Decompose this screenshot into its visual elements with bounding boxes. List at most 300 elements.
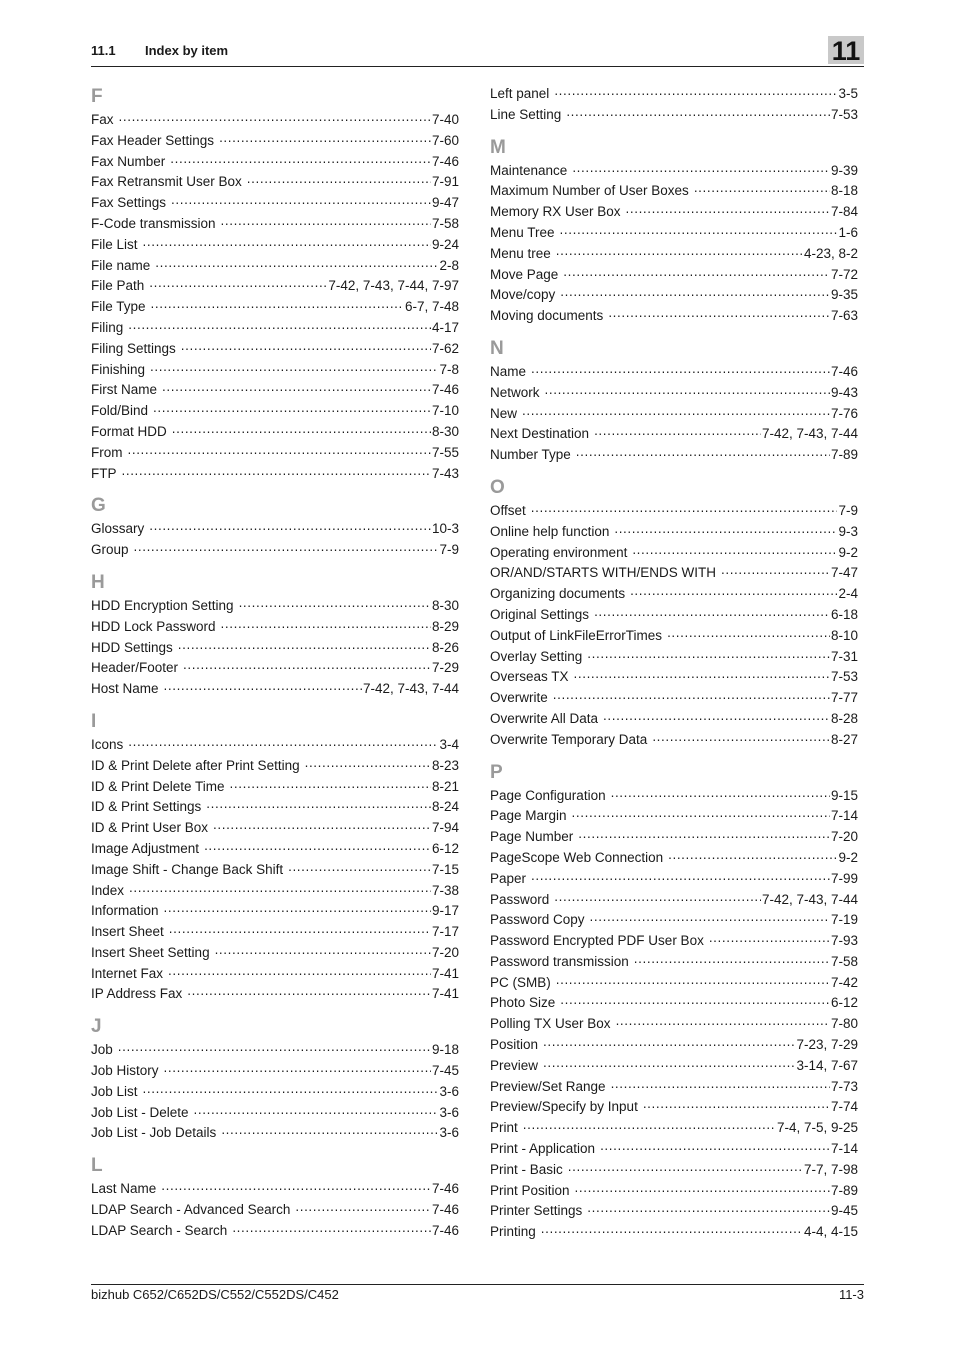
index-term: Photo Size [490, 995, 556, 1011]
index-entry [91, 797, 459, 818]
dot-leader [169, 922, 431, 936]
dot-leader [181, 339, 431, 353]
index-term: Password Encrypted PDF User Box [490, 933, 704, 949]
index-page-reference: 3-4 [439, 736, 459, 752]
index-entry [490, 1160, 858, 1181]
index-page-reference: 2-8 [439, 257, 459, 273]
index-page-reference: 8-30 [431, 597, 459, 613]
index-entry [490, 1181, 858, 1202]
index-page-reference: 7-46 [431, 1222, 459, 1238]
index-entry [490, 563, 858, 584]
index-term: HDD Lock Password [91, 618, 216, 634]
index-page-reference: 3-14, 7-67 [796, 1057, 858, 1073]
index-entry [490, 223, 858, 244]
index-term: Password Copy [490, 912, 585, 928]
dot-leader [221, 617, 431, 631]
index-page-reference: 8-26 [431, 639, 459, 655]
index-page-reference: 7-73 [830, 1078, 858, 1094]
index-entry [490, 424, 858, 445]
dot-leader [608, 306, 830, 320]
dot-leader [643, 1097, 830, 1111]
index-entry [91, 276, 459, 297]
dot-leader [575, 1181, 830, 1195]
dot-leader [219, 131, 431, 145]
dot-leader [164, 679, 362, 693]
index-entry [91, 1061, 459, 1082]
index-entry [490, 869, 858, 890]
dot-leader [129, 881, 431, 895]
index-page-reference: 7-41 [431, 965, 459, 981]
index-term: Password [490, 891, 550, 907]
index-term: Menu tree [490, 245, 551, 261]
index-entry [490, 931, 858, 952]
index-page-reference: 9-43 [830, 384, 858, 400]
index-term: Fax Settings [91, 195, 167, 211]
section-title: Index by item [145, 43, 229, 58]
index-page-reference: 9-24 [431, 236, 459, 252]
section-number: 11.1 [91, 43, 116, 58]
index-term: Memory RX User Box [490, 204, 621, 220]
index-term: Print Position [490, 1182, 570, 1198]
index-entry [91, 658, 459, 679]
dot-leader [119, 110, 431, 124]
dot-leader [523, 1118, 776, 1132]
index-term: Position [490, 1037, 539, 1053]
index-entry [490, 806, 858, 827]
index-term: Host Name [91, 681, 159, 697]
index-letter-heading: L [91, 1155, 103, 1177]
dot-leader [543, 1035, 795, 1049]
index-term: Preview/Specify by Input [490, 1099, 638, 1115]
dot-leader [554, 890, 761, 904]
index-page-reference: 7-89 [830, 447, 858, 463]
index-term: Page Number [490, 829, 574, 845]
index-entry [91, 984, 459, 1005]
index-page-reference: 7-41 [431, 986, 459, 1002]
index-term: Overlay Setting [490, 648, 583, 664]
index-term: ID & Print User Box [91, 820, 209, 836]
index-entry [490, 1077, 858, 1098]
index-entry [91, 1082, 459, 1103]
dot-leader [149, 276, 327, 290]
index-entry [490, 952, 858, 973]
index-entry [91, 1200, 459, 1221]
dot-leader [128, 318, 431, 332]
dot-leader [611, 1077, 830, 1091]
index-page-reference: 1-6 [838, 224, 858, 240]
index-letter-heading: O [490, 476, 505, 498]
dot-leader [572, 806, 830, 820]
dot-leader [668, 848, 837, 862]
dot-leader [206, 797, 431, 811]
index-term: IP Address Fax [91, 986, 183, 1002]
index-entry [91, 464, 459, 485]
index-term: Information [91, 903, 159, 919]
index-term: Insert Sheet Setting [91, 944, 210, 960]
dot-leader [578, 827, 830, 841]
index-entry [490, 910, 858, 931]
index-entry [490, 1118, 858, 1139]
dot-leader [566, 105, 830, 119]
index-entry [91, 964, 459, 985]
index-term: Maintenance [490, 162, 568, 178]
index-entry [490, 522, 858, 543]
index-entry [490, 383, 858, 404]
index-entry [490, 626, 858, 647]
index-page-reference: 7-84 [830, 204, 858, 220]
dot-leader [522, 404, 830, 418]
index-page-reference: 7-46 [431, 1202, 459, 1218]
index-term: Group [91, 542, 129, 558]
dot-leader [232, 1221, 431, 1235]
index-page-reference: 7-20 [431, 944, 459, 960]
index-entry [490, 1097, 858, 1118]
index-column-right [490, 84, 858, 1243]
index-page-reference: 7-58 [830, 953, 858, 969]
dot-leader [187, 984, 431, 998]
index-term: Header/Footer [91, 660, 179, 676]
index-term: Move Page [490, 266, 559, 282]
dot-leader [563, 265, 830, 279]
chapter-number-badge: 11 [828, 36, 864, 64]
index-term: Glossary [91, 521, 145, 537]
dot-leader [164, 1061, 431, 1075]
dot-leader [560, 223, 838, 237]
dot-leader [587, 647, 830, 661]
index-page-reference: 9-17 [431, 903, 459, 919]
index-term: Output of LinkFileErrorTimes [490, 627, 663, 643]
index-entry [490, 647, 858, 668]
index-page-reference: 7-53 [830, 669, 858, 685]
index-page-reference: 7-15 [431, 861, 459, 877]
index-page-reference: 7-43 [431, 465, 459, 481]
index-entry [490, 265, 858, 286]
dot-leader [172, 422, 431, 436]
index-page-reference: 7-74 [830, 1099, 858, 1115]
dot-leader [531, 869, 830, 883]
index-entry [91, 519, 459, 540]
index-page-reference: 7-7, 7-98 [803, 1161, 858, 1177]
index-term: ID & Print Delete after Print Setting [91, 757, 300, 773]
index-entry [490, 730, 858, 751]
index-entry [490, 445, 858, 466]
index-entry [91, 380, 459, 401]
dot-leader [134, 540, 439, 554]
index-entry [490, 404, 858, 425]
dot-leader [155, 256, 438, 270]
index-term: HDD Settings [91, 639, 173, 655]
index-term: Fax Header Settings [91, 132, 215, 148]
index-entry [91, 401, 459, 422]
dot-leader [178, 638, 431, 652]
dot-leader [164, 901, 431, 915]
dot-leader [694, 181, 830, 195]
index-page-reference: 7-40 [431, 112, 459, 127]
dot-leader [247, 172, 431, 186]
index-page-reference: 3-6 [439, 1125, 459, 1141]
index-entry [91, 540, 459, 561]
index-entry [490, 848, 858, 869]
index-page-reference: 7-76 [830, 405, 858, 421]
index-entry [91, 679, 459, 700]
index-term: Left panel [490, 86, 550, 101]
index-term: Fax Number [91, 153, 166, 169]
dot-leader [194, 1103, 439, 1117]
index-term: HDD Encryption Setting [91, 597, 234, 613]
index-term: Last Name [91, 1181, 157, 1197]
index-letter-heading: I [91, 710, 97, 732]
index-entry [91, 1103, 459, 1124]
dot-leader [305, 756, 431, 770]
index-page-reference: 7-4, 7-5, 9-25 [776, 1120, 858, 1136]
dot-leader [556, 244, 803, 258]
index-entry [490, 827, 858, 848]
index-page-reference: 4-23, 8-2 [803, 245, 858, 261]
index-entry [91, 422, 459, 443]
index-term: Name [490, 363, 527, 379]
index-page-reference: 7-14 [830, 808, 858, 824]
index-entry [91, 818, 459, 839]
index-term: Online help function [490, 523, 610, 539]
index-term: Menu Tree [490, 224, 555, 240]
index-term: FTP [91, 465, 117, 481]
index-term: Overseas TX [490, 669, 569, 685]
index-letter-heading: G [91, 495, 106, 517]
index-page-reference: 7-80 [830, 1016, 858, 1032]
index-term: Organizing documents [490, 586, 626, 602]
index-term: Image Shift - Change Back Shift [91, 861, 284, 877]
dot-leader [288, 860, 431, 874]
index-letter-heading: J [91, 1016, 102, 1038]
index-term: Printer Settings [490, 1203, 583, 1219]
index-entry [91, 152, 459, 173]
dot-leader [230, 777, 431, 791]
index-letter-heading: P [490, 761, 503, 783]
index-page-reference: 7-58 [431, 215, 459, 231]
index-entry [490, 993, 858, 1014]
index-entry [91, 131, 459, 152]
index-term: Fax Retransmit User Box [91, 174, 242, 190]
index-term: File Path [91, 278, 145, 294]
dot-leader [128, 443, 431, 457]
dot-leader [161, 1179, 431, 1193]
index-page-reference: 3-6 [439, 1104, 459, 1120]
index-term: Print - Application [490, 1141, 596, 1157]
index-page-reference: 7-46 [431, 153, 459, 169]
index-entry [490, 1056, 858, 1077]
index-entry [91, 596, 459, 617]
index-term: Password transmission [490, 953, 629, 969]
index-page-reference: 7-46 [431, 1181, 459, 1197]
dot-leader [118, 1040, 431, 1054]
index-term: ID & Print Settings [91, 799, 202, 815]
index-term: New [490, 405, 518, 421]
index-page-reference: 7-53 [830, 106, 858, 122]
index-entry [91, 318, 459, 339]
index-page-reference: 2-4 [838, 586, 858, 602]
index-entry [490, 244, 858, 265]
index-entry [91, 1123, 459, 1144]
index-term: Icons [91, 736, 124, 752]
dot-leader [171, 193, 431, 207]
index-term: File List [91, 236, 138, 252]
dot-leader [587, 1201, 830, 1215]
index-page-reference: 7-94 [431, 820, 459, 836]
index-page-reference: 7-29 [431, 660, 459, 676]
index-letter-heading: M [490, 136, 506, 158]
dot-leader [611, 786, 830, 800]
index-entry [91, 172, 459, 193]
index-page-reference: 6-7, 7-48 [404, 299, 459, 315]
index-term: Format HDD [91, 423, 167, 439]
index-term: First Name [91, 382, 158, 398]
index-entry [490, 605, 858, 626]
index-page-reference: 9-39 [830, 162, 858, 178]
index-term: Maximum Number of User Boxes [490, 183, 689, 199]
index-page-reference: 4-4, 4-15 [803, 1224, 858, 1240]
dot-leader [295, 1200, 431, 1214]
dot-leader [221, 214, 431, 228]
index-entry [91, 1221, 459, 1242]
index-entry [490, 285, 858, 306]
dot-leader [594, 424, 761, 438]
index-term: Print - Basic [490, 1161, 563, 1177]
index-entry [490, 1201, 858, 1222]
index-entry [490, 667, 858, 688]
index-term: Job List - Job Details [91, 1125, 217, 1141]
index-term: File name [91, 257, 151, 273]
index-term: Filing Settings [91, 340, 176, 356]
index-page-reference: 3-6 [439, 1083, 459, 1099]
dot-leader [556, 973, 830, 987]
index-page-reference: 7-55 [431, 444, 459, 460]
index-entry [91, 777, 459, 798]
index-entry [490, 306, 858, 327]
index-term: Printing [490, 1224, 536, 1240]
index-term: LDAP Search - Search [91, 1222, 228, 1238]
index-page-reference: 6-12 [431, 840, 459, 856]
index-page-reference: 7-60 [431, 132, 459, 148]
dot-leader [545, 383, 830, 397]
dot-leader [560, 285, 830, 299]
index-page-reference: 8-10 [830, 627, 858, 643]
index-term: File Type [91, 299, 146, 315]
dot-leader [634, 952, 830, 966]
index-letter-heading: H [91, 571, 105, 593]
index-page-reference: 6-12 [830, 995, 858, 1011]
index-entry [490, 362, 858, 383]
index-term: Paper [490, 870, 527, 886]
index-page-reference: 7-63 [830, 308, 858, 324]
footer-model-name: bizhub C652/C652DS/C552/C552DS/C452 [91, 1287, 339, 1302]
dot-leader [151, 297, 404, 311]
index-entry [91, 339, 459, 360]
index-term: Job List - Delete [91, 1104, 189, 1120]
dot-leader [709, 931, 830, 945]
dot-leader [149, 519, 431, 533]
index-term: Next Destination [490, 426, 590, 442]
index-entry [490, 1014, 858, 1035]
dot-leader [541, 1222, 803, 1236]
index-page-reference: 9-15 [830, 787, 858, 803]
index-term: Operating environment [490, 544, 628, 560]
index-page-reference: 7-8 [439, 361, 459, 377]
dot-leader [572, 161, 830, 175]
index-term: Internet Fax [91, 965, 164, 981]
index-page-reference: 7-46 [431, 382, 459, 398]
index-page-reference: 6-18 [830, 606, 858, 622]
index-entry [490, 688, 858, 709]
index-entry [490, 202, 858, 223]
index-term: Original Settings [490, 606, 590, 622]
index-entry [91, 110, 459, 131]
dot-leader [560, 993, 830, 1007]
dot-leader [590, 910, 830, 924]
index-term: Filing [91, 319, 124, 335]
index-entry [490, 105, 858, 126]
index-entry [91, 235, 459, 256]
index-page-reference: 7-42 [830, 974, 858, 990]
index-page-reference: 3-5 [838, 86, 858, 101]
dot-leader [626, 202, 830, 216]
index-page-reference: 7-23, 7-29 [796, 1037, 858, 1053]
dot-leader [543, 1056, 795, 1070]
index-entry [91, 735, 459, 756]
index-term: Overwrite [490, 690, 548, 706]
index-term: Preview/Set Range [490, 1078, 606, 1094]
index-page-reference: 7-31 [830, 648, 858, 664]
dot-leader [221, 1123, 438, 1137]
page-header [91, 36, 864, 67]
index-entry [490, 181, 858, 202]
dot-leader [168, 964, 431, 978]
index-term: Job History [91, 1063, 159, 1079]
dot-leader [128, 735, 438, 749]
index-entry [91, 443, 459, 464]
index-entry [490, 1139, 858, 1160]
index-term: OR/AND/STARTS WITH/ENDS WITH [490, 565, 716, 581]
page-footer [91, 1284, 864, 1309]
footer-page-number: 11-3 [838, 1287, 864, 1302]
index-page-reference: 7-91 [431, 174, 459, 190]
index-term: Network [490, 384, 540, 400]
index-term: LDAP Search - Advanced Search [91, 1202, 291, 1218]
dot-leader [632, 543, 837, 557]
index-page-reference: 7-77 [830, 690, 858, 706]
index-entry [490, 1035, 858, 1056]
index-term: Move/copy [490, 287, 556, 303]
index-page-reference: 9-3 [838, 523, 858, 539]
index-entry [91, 193, 459, 214]
dot-leader [553, 688, 830, 702]
index-entry [490, 584, 858, 605]
index-term: Fold/Bind [91, 403, 149, 419]
index-entry [91, 756, 459, 777]
dot-leader [721, 563, 830, 577]
dot-leader [614, 522, 837, 536]
dot-leader [153, 401, 431, 415]
dot-leader [204, 839, 431, 853]
index-entry [490, 1222, 858, 1243]
index-term: Index [91, 882, 125, 898]
index-term: Polling TX User Box [490, 1016, 611, 1032]
index-term: F-Code transmission [91, 215, 216, 231]
index-page-reference: 8-24 [431, 799, 459, 815]
dot-leader [574, 667, 830, 681]
index-term: Fax [91, 112, 114, 127]
dot-leader [576, 445, 830, 459]
index-entry [490, 786, 858, 807]
